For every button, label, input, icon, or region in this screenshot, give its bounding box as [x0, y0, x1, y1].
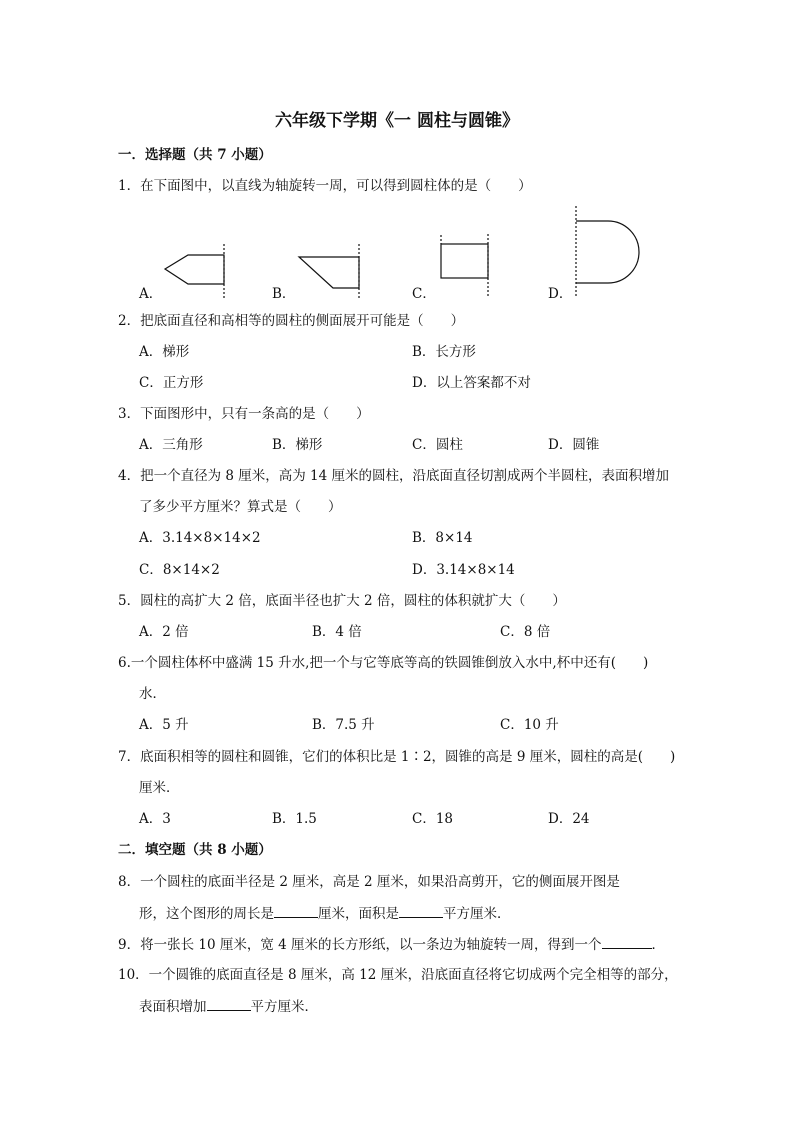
- q4-option-a[interactable]: A．3.14×8×14×2: [139, 530, 261, 546]
- q2-option-b[interactable]: B．长方形: [412, 344, 476, 360]
- q1-option-d[interactable]: D．: [548, 286, 573, 302]
- question-10-line1: 10．一个圆锥的底面直径是 8 厘米，高 12 厘米，沿底面直径将它切成两个完全相等的部分，: [118, 967, 678, 983]
- q9-end: ．: [651, 937, 666, 953]
- q8-text-a: 形，这个图形的周长是: [139, 906, 274, 922]
- question-6-stem-continued: 水．: [139, 686, 166, 702]
- q1-option-c[interactable]: C．: [412, 286, 436, 302]
- figure-option-a-pentagon: [160, 240, 235, 300]
- q6-option-b[interactable]: B．7.5 升: [312, 717, 375, 733]
- page-title: 六年级下学期《一 圆柱与圆锥》: [275, 111, 519, 131]
- question-5-stem: 5．圆柱的高扩大 2 倍，底面半径也扩大 2 倍，圆柱的体积就扩大（ ）: [118, 593, 566, 609]
- q7-option-a[interactable]: A．3: [139, 811, 171, 827]
- q7-option-c[interactable]: C．18: [412, 811, 454, 827]
- q10-text-b: 平方厘米．: [250, 999, 318, 1015]
- q6-option-c[interactable]: C．10 升: [500, 717, 559, 733]
- q4-option-b[interactable]: B．8×14: [412, 530, 473, 546]
- q1-option-a[interactable]: A．: [139, 286, 163, 302]
- q3-option-a[interactable]: A．三角形: [139, 437, 203, 453]
- q8-text-c: 平方厘米．: [443, 906, 511, 922]
- figure-option-b-trapezoid: [295, 240, 370, 300]
- q4-option-c[interactable]: C．8×14×2: [139, 562, 220, 578]
- q7-option-b[interactable]: B．1.5: [272, 811, 317, 827]
- question-3-stem: 3．下面图形中，只有一条高的是（ ）: [118, 406, 370, 422]
- q10-text-a: 表面积增加: [139, 999, 207, 1015]
- question-7-stem: 7．底面积相等的圆柱和圆锥，它们的体积比是 1∶2，圆锥的高是 9 厘米，圆柱的高是( ): [118, 749, 676, 765]
- question-6-stem: 6.一个圆柱体杯中盛满 15 升水,把一个与它等底等高的铁圆锥倒放入水中,杯中还有( ): [118, 655, 649, 671]
- q2-option-d[interactable]: D．以上答案都不对: [412, 375, 531, 391]
- section-heading-fill-blank: 二．填空题（共 8 小题）: [118, 842, 272, 858]
- q10-blank[interactable]: [207, 998, 251, 1011]
- q4-option-d[interactable]: D．3.14×8×14: [412, 562, 515, 578]
- question-10-line2: [139, 998, 318, 1015]
- q5-option-b[interactable]: B．4 倍: [312, 624, 362, 640]
- figure-option-c-rectangle: [435, 232, 495, 300]
- question-2-stem: 2．把底面直径和高相等的圆柱的侧面展开可能是（ ）: [118, 313, 465, 329]
- q8-text-b: 厘米，面积是: [318, 906, 399, 922]
- q5-option-a[interactable]: A．2 倍: [139, 624, 189, 640]
- question-8-line1: 8．一个圆柱的底面半径是 2 厘米，高是 2 厘米，如果沿高剪开，它的侧面展开图是: [118, 874, 620, 890]
- section-heading-multiple-choice: 一．选择题（共 7 小题）: [118, 147, 272, 163]
- q7-option-d[interactable]: D．24: [548, 811, 590, 827]
- q9-text: 9．将一张长 10 厘米，宽 4 厘米的长方形纸，以一条边为轴旋转一周，得到一个: [118, 937, 602, 953]
- q3-option-c[interactable]: C．圆柱: [412, 437, 463, 453]
- q1-option-b[interactable]: B．: [272, 286, 296, 302]
- q3-option-b[interactable]: B．梯形: [272, 437, 323, 453]
- q2-option-c[interactable]: C．正方形: [139, 375, 204, 391]
- question-9: [118, 936, 665, 953]
- q5-option-c[interactable]: C．8 倍: [500, 624, 551, 640]
- q8-blank-perimeter[interactable]: [274, 905, 318, 918]
- q2-option-a[interactable]: A．梯形: [139, 344, 190, 360]
- q3-option-d[interactable]: D．圆锥: [548, 437, 600, 453]
- q8-blank-area[interactable]: [399, 905, 443, 918]
- question-8-line2: [139, 905, 511, 922]
- question-1-stem: 1．在下面图中，以直线为轴旋转一周，可以得到圆柱体的是（ ）: [118, 178, 532, 194]
- question-4-stem: 4．把一个直径为 8 厘米，高为 14 厘米的圆柱，沿底面直径切割成两个半圆柱，表面积增加: [118, 468, 670, 484]
- figure-option-d-semicircle: [565, 204, 645, 300]
- q6-option-a[interactable]: A．5 升: [139, 717, 189, 733]
- question-4-stem-continued: 了多少平方厘米？算式是（ ）: [139, 499, 342, 515]
- question-7-stem-continued: 厘米．: [139, 780, 180, 796]
- q9-blank[interactable]: [602, 936, 652, 949]
